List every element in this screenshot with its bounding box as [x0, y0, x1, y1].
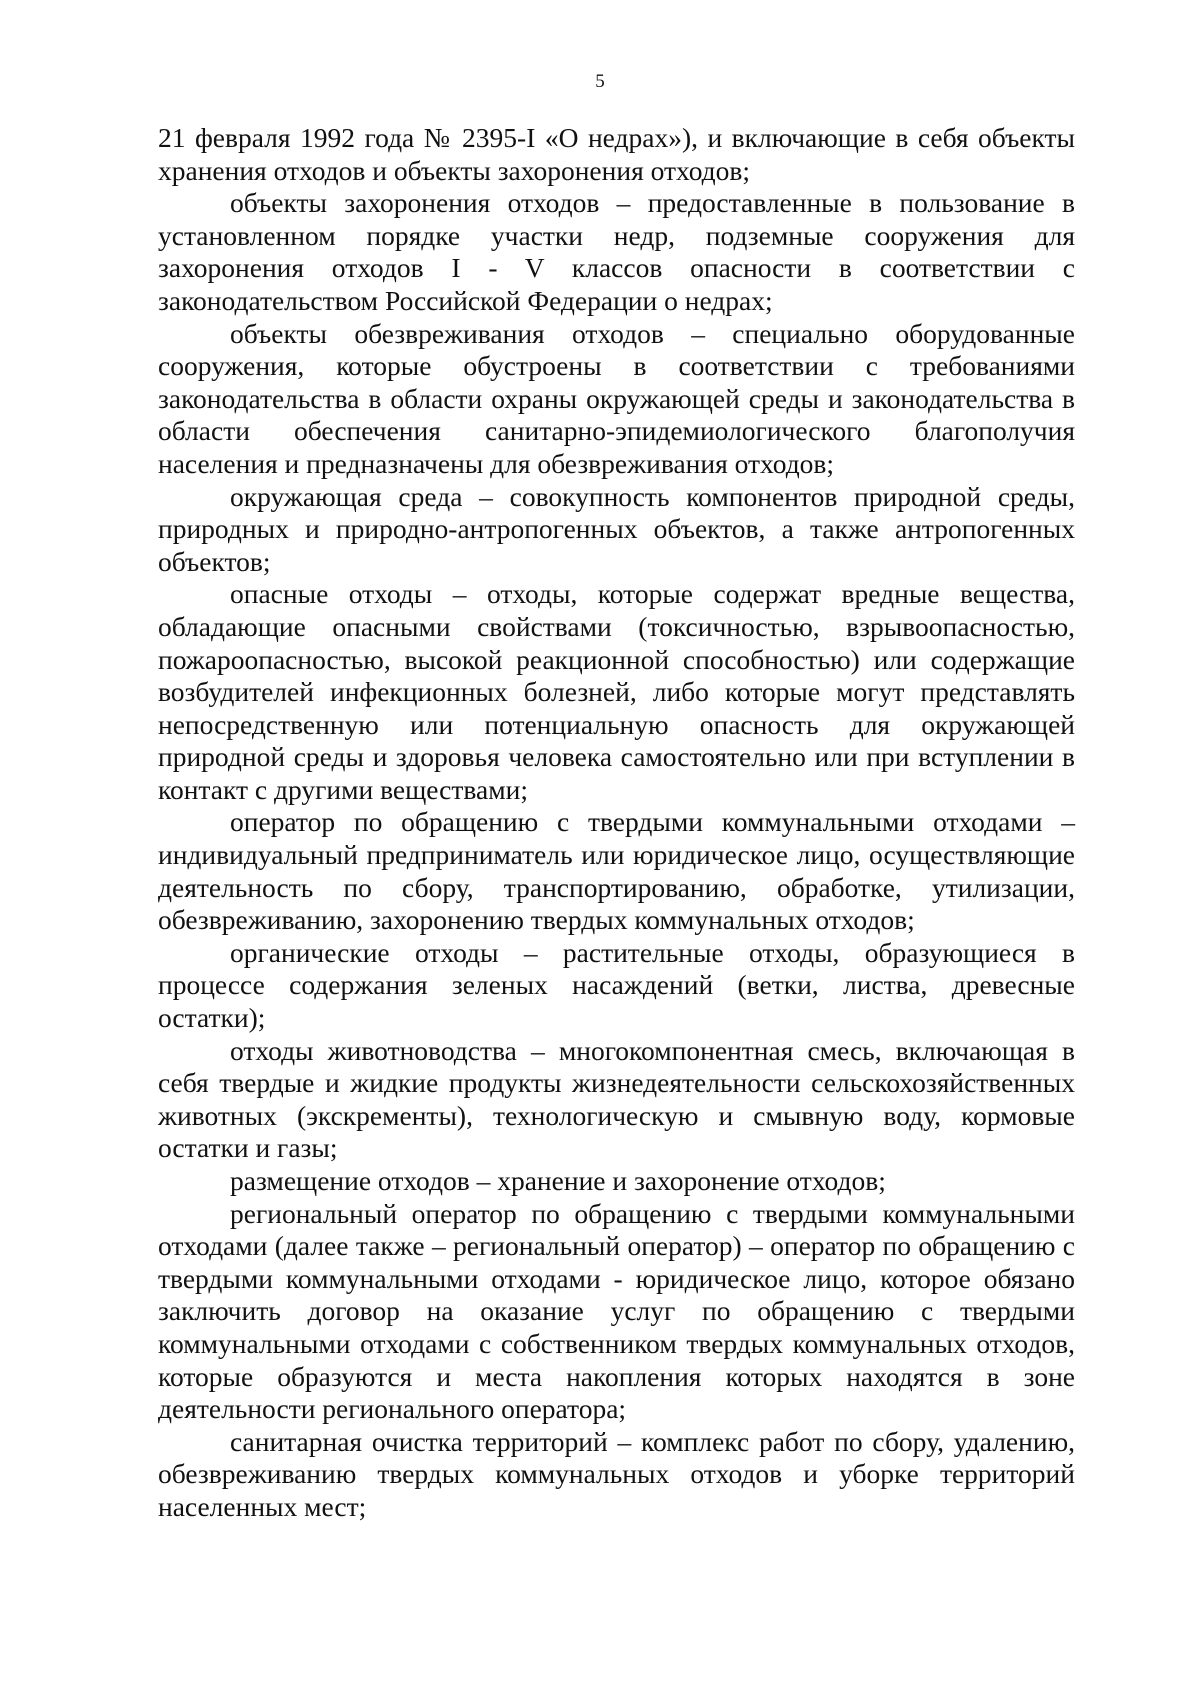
definition-paragraph: органические отходы – растительные отходы, образующиеся в процессе содержания зеленых насаждений (ветки, листва, древесные остатки);	[158, 936, 1075, 1034]
definition-paragraph: окружающая среда – совокупность компонентов природной среды, природных и природно-антропогенных объектов, а также антропогенных объектов;	[158, 480, 1075, 577]
definition-paragraph: региональный оператор по обращению с твердыми коммунальными отходами (далее также – региональный оператор) – оператор по обращению с твердыми коммунальными отходами - юридическое лицо, которое обязано заключить договор на оказание услуг по обращению с твердыми коммунальными отходами с собственником твердых коммунальных отходов, которые образуются и места накопления которых находятся в зоне деятельности регионального оператора;	[158, 1197, 1075, 1425]
definition-paragraph: отходы животноводства – многокомпонентная смесь, включающая в себя твердые и жидкие продукты жизнедеятельности сельскохозяйственных животных (экскременты), технологическую и смывную воду, кормовые остатки и газы;	[158, 1034, 1075, 1164]
definition-paragraph: опасные отходы – отходы, которые содержат вредные вещества, обладающие опасными свойствами (токсичностью, взрывоопасностью, пожароопасностью, высокой реакционной способностью) или содержащие возбудителей инфекционных болезней, либо которые могут представлять непосредственную или потенциальную опасность для окружающей природной среды и здоровья человека самостоятельно или при вступлении в контакт с другими веществами;	[158, 578, 1075, 805]
paragraph-continuation: 21 февраля 1992 года № 2395-I «О недрах»), и включающие в себя объекты хранения отходов и объекты захоронения отходов;	[158, 122, 1075, 186]
document-body	[158, 122, 1075, 1524]
page-number: 5	[595, 71, 605, 92]
definition-paragraph: объекты захоронения отходов – предоставленные в пользование в установленном порядке участки недр, подземные сооружения для захоронения отходов I - V классов опасности в соответствии с законодательством Российской Федерации о недрах;	[158, 187, 1075, 316]
definition-paragraph: оператор по обращению с твердыми коммунальными отходами – индивидуальный предприниматель или юридическое лицо, осуществляющие деятельность по сбору, транспортированию, обработке, утилизации, обезвреживанию, захоронению твердых коммунальных отходов;	[158, 806, 1075, 936]
definition-paragraph: санитарная очистка территорий – комплекс работ по сбору, удалению, обезвреживанию твердых коммунальных отходов и уборке территорий населенных мест;	[158, 1425, 1075, 1522]
definition-paragraph: объекты обезвреживания отходов – специально оборудованные сооружения, которые обустроены в соответствии с требованиями законодательства в области охраны окружающей среды и законодательства в области обеспечения санитарно-эпидемиологического благополучия населения и предназначены для обезвреживания отходов;	[158, 317, 1075, 479]
definition-paragraph: размещение отходов – хранение и захоронение отходов;	[230, 1165, 886, 1196]
